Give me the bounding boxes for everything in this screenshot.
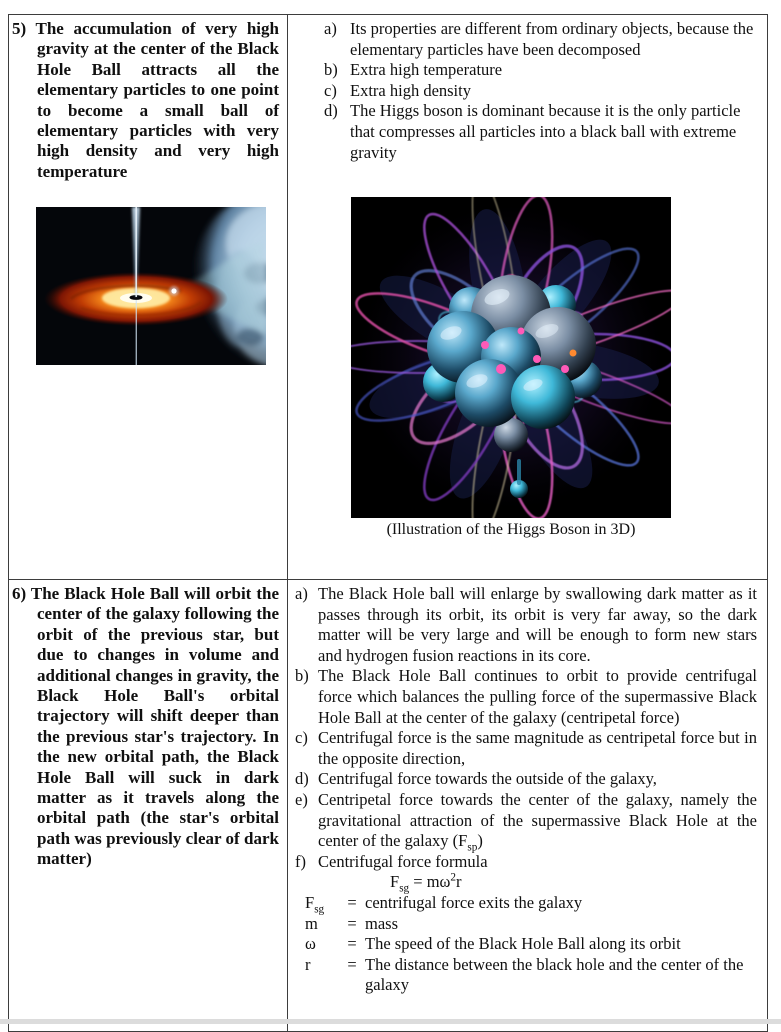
list-item xyxy=(295,728,757,769)
definition-row xyxy=(305,955,757,996)
definition-row xyxy=(305,893,757,914)
item-text: The Black Hole Ball continues to orbit to provide centrifugal force which balances the pulling force of the supermassive Black Hole Ball at the center of the galaxy (centripetal force) xyxy=(318,666,757,727)
content-table xyxy=(8,14,768,1032)
list-item xyxy=(324,60,757,81)
variable-symbol: r xyxy=(305,954,311,974)
list-item xyxy=(295,666,757,728)
item-text: The Black Hole ball will enlarge by swallowing dark matter as it passes through its orbit, its orbit is very far away, so the dark matter will be very large and will be enough to form new stars and hydrogen fusion reactions in its core. xyxy=(318,584,757,665)
equals-sign: = xyxy=(347,913,357,933)
list-item xyxy=(295,584,757,666)
item-text: Centrifugal force formula xyxy=(318,851,488,871)
item-label: c) xyxy=(295,728,308,748)
item-number: 6) xyxy=(12,584,27,603)
list-item xyxy=(324,101,757,163)
table-row-6 xyxy=(9,580,768,1032)
equals-sign: = xyxy=(347,934,357,954)
item-label: f) xyxy=(295,851,306,871)
black-hole-illustration xyxy=(36,207,266,365)
f-sg-subscript: sg xyxy=(399,882,410,895)
statement-text: The Black Hole Ball will orbit the center of the galaxy following the orbit of the previous star, but due to changes in volume and additional changes in gravity, the Black Hole Ball's orbital trajectory will shift deeper than the previous star's trajectory. In the new orbital path, the Black Hole Ball will suck in dark matter as it travels along the orbital path (the star's orbital path was previously clear of dark matter) xyxy=(30,584,279,869)
equals-sign: = xyxy=(347,954,357,974)
answer-list-6 xyxy=(295,584,757,872)
item-number: 5) xyxy=(12,19,27,38)
higgs-boson-image xyxy=(351,197,671,518)
item-label: d) xyxy=(324,101,338,121)
row5-right-cell xyxy=(288,15,768,580)
equals-sign: = xyxy=(347,892,357,912)
variable-definitions xyxy=(305,893,757,996)
f-sp-subscript: sp xyxy=(467,841,478,854)
variable-definition: The distance between the black hole and the center of the galaxy xyxy=(365,954,744,995)
statement-5 xyxy=(12,19,279,182)
row6-left-cell xyxy=(9,580,288,1032)
centrifugal-force-formula: $F_{sg} = m\omega^2r$ xyxy=(390,871,462,895)
image-caption: (Illustration of the Higgs Boson in 3D) xyxy=(386,521,636,539)
list-item xyxy=(324,81,757,102)
list-item xyxy=(324,19,757,60)
statement-6 xyxy=(12,584,279,870)
list-item xyxy=(295,769,757,790)
item-text: Centripetal force towards the center of the galaxy, namely the gravitational attraction of the supermassive Black Hole at the center of the galaxy $(F_{sp})$ xyxy=(318,789,757,854)
item-label: a) xyxy=(324,19,337,38)
variable-definition: The speed of the Black Hole Ball along its orbit xyxy=(365,934,681,954)
item-label: b) xyxy=(324,60,338,80)
scan-edge xyxy=(0,1019,781,1024)
item-text: Extra high density xyxy=(350,80,471,100)
omega-exponent: 2 xyxy=(450,871,457,884)
answer-list-5 xyxy=(324,19,757,163)
item-label: d) xyxy=(295,769,309,789)
item-label: b) xyxy=(295,666,309,686)
item-text: The Higgs boson is dominant because it is the only particle that compresses all particles into a black ball with extreme gravity xyxy=(350,101,741,162)
item-label: a) xyxy=(295,584,308,603)
item-text: Extra high temperature xyxy=(350,60,503,80)
statement-text: The accumulation of very high gravity at the center of the Black Hole Ball attracts all the elementary particles to one point to become a small ball of elementary particles with very high density and very high temperature xyxy=(35,19,279,181)
item-label: c) xyxy=(324,80,337,100)
row6-right-cell xyxy=(288,580,768,1032)
list-item xyxy=(295,790,757,852)
higgs-boson-illustration xyxy=(351,197,671,540)
variable-symbol: ω xyxy=(305,934,316,954)
variable-definition: centrifugal force exits the galaxy xyxy=(365,892,583,912)
variable-symbol: $F_{sg}$ xyxy=(305,892,325,916)
item-text: Its properties are different from ordinary objects, because the elementary particles have been decomposed xyxy=(350,19,754,59)
definition-row xyxy=(305,934,757,955)
list-item xyxy=(295,852,757,873)
definition-row xyxy=(305,914,757,935)
row5-left-cell xyxy=(9,15,288,580)
variable-symbol: m xyxy=(305,913,318,933)
item-text: Centrifugal force is the same magnitude as centripetal force but in the opposite direction, xyxy=(318,728,757,768)
variable-definition: mass xyxy=(365,913,398,933)
item-text: Centrifugal force towards the outside of the galaxy, xyxy=(318,769,657,789)
table-row-5 xyxy=(9,15,768,580)
black-hole-image xyxy=(36,207,266,365)
item-label: e) xyxy=(295,789,308,809)
